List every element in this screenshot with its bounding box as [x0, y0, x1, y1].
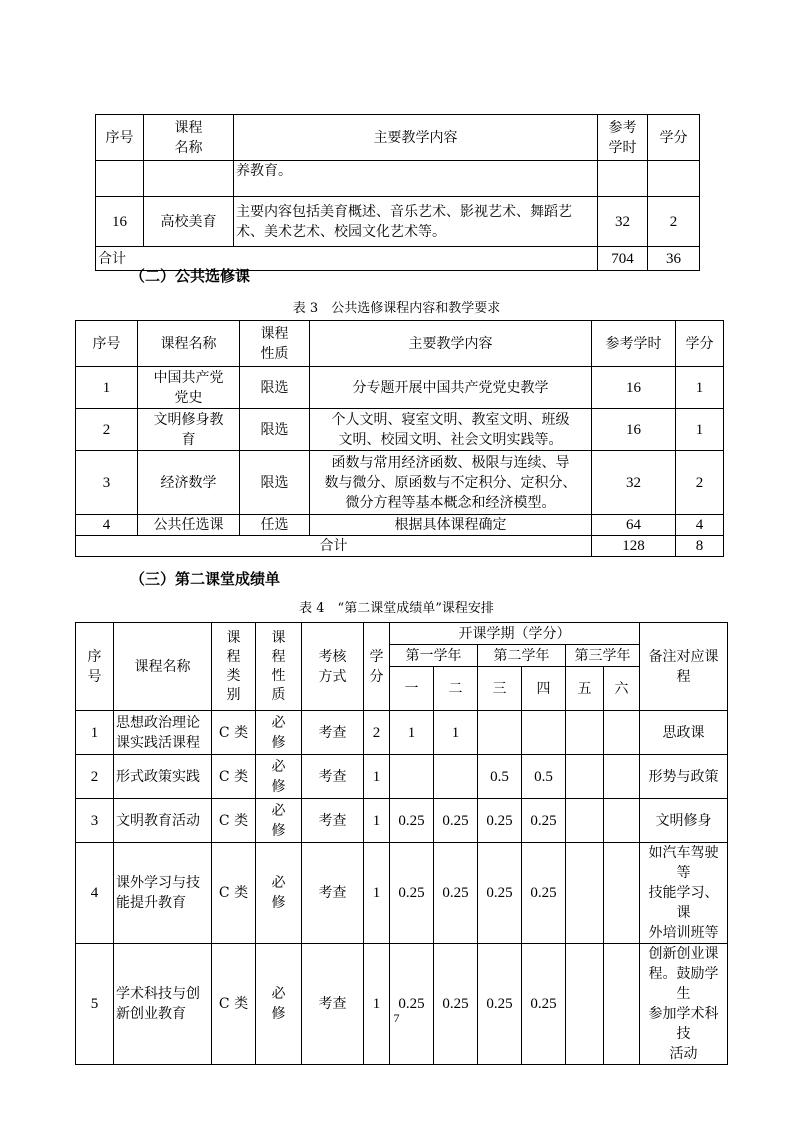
- cell-seq: 1: [76, 711, 114, 755]
- cell-hours: 16: [592, 367, 676, 409]
- cell-seq: 4: [76, 515, 138, 536]
- table-header-row: [76, 321, 724, 367]
- cell-nature: 限选: [240, 409, 310, 451]
- cell-content: 主要内容包括美育概述、音乐艺术、影视艺术、舞蹈艺术、美术艺术、校园文化艺术等。: [234, 197, 598, 247]
- cell-category: C 类: [212, 711, 256, 755]
- cell-remark: 创新创业课 程。鼓励学生 参加学术科技 活动: [640, 944, 728, 1065]
- cell-term-3: [478, 711, 522, 755]
- cell-course: 思想政治理论 课实践活课程: [114, 711, 212, 755]
- cell-credits: [648, 161, 700, 197]
- table-row: [76, 711, 728, 755]
- table-total-row: [76, 536, 724, 557]
- table4-caption: 表 4 “第二课堂成绩单”课程安排: [299, 601, 494, 616]
- cell-credits: 2: [676, 451, 724, 515]
- header-credits: 学分: [676, 321, 724, 367]
- cell-term-6: [604, 755, 640, 799]
- cell-exam: 考查: [302, 944, 364, 1065]
- cell-term-3: 0.25: [478, 843, 522, 944]
- cell-category: C 类: [212, 799, 256, 843]
- cell-course: 经济数学: [138, 451, 240, 515]
- header-category: 课 程 类 别: [212, 623, 256, 711]
- cell-seq: 5: [76, 944, 114, 1065]
- cell-hours: 32: [592, 451, 676, 515]
- cell-term-6: [604, 944, 640, 1065]
- cell-term-5: [566, 944, 604, 1065]
- header-course-name: 课程 名称: [144, 115, 234, 161]
- header-hours: 参考学时: [592, 321, 676, 367]
- cell-remark: 文明修身: [640, 799, 728, 843]
- cell-course: 高校美育: [144, 197, 234, 247]
- header-exam-method: 考核 方式: [302, 623, 364, 711]
- cell-hours: 16: [592, 409, 676, 451]
- cell-course: 文明修身教 育: [138, 409, 240, 451]
- total-credits: 36: [648, 247, 700, 271]
- cell-term-1: 1: [390, 711, 434, 755]
- header-remark: 备注对应课 程: [640, 623, 728, 711]
- section-title-second-classroom: （三）第二课堂成绩单: [130, 570, 281, 588]
- section-title-public-electives: （二）公共选修课: [130, 267, 251, 285]
- cell-nature: 必 修: [256, 799, 302, 843]
- cell-term-1: 0.25: [390, 944, 434, 1065]
- total-label: 合计: [96, 247, 598, 271]
- table-public-electives: [75, 320, 724, 557]
- table-row: [76, 799, 728, 843]
- table-header-row: [76, 623, 728, 645]
- cell-seq: 3: [76, 451, 138, 515]
- cell-remark: 如汽车驾驶等 技能学习、课 外培训班等: [640, 843, 728, 944]
- cell-content: 养教育。: [234, 161, 598, 197]
- cell-term-1: 0.25: [390, 799, 434, 843]
- header-course-name: 课程名称: [114, 623, 212, 711]
- cell-seq: [96, 161, 144, 197]
- header-seq: 序号: [76, 321, 138, 367]
- header-semester: 开课学期（学分）: [390, 623, 640, 645]
- cell-remark: 思政课: [640, 711, 728, 755]
- header-content: 主要教学内容: [234, 115, 598, 161]
- cell-term-4: [522, 711, 566, 755]
- cell-term-4: 0.25: [522, 944, 566, 1065]
- header-term-6: 六: [604, 667, 640, 711]
- cell-nature: 必 修: [256, 843, 302, 944]
- cell-hours: 32: [598, 197, 648, 247]
- table-row: [76, 755, 728, 799]
- header-term-4: 四: [522, 667, 566, 711]
- cell-course: 公共任选课: [138, 515, 240, 536]
- header-nature: 课程 性质: [240, 321, 310, 367]
- cell-category: C 类: [212, 944, 256, 1065]
- cell-term-3: 0.5: [478, 755, 522, 799]
- cell-term-5: [566, 843, 604, 944]
- cell-term-6: [604, 843, 640, 944]
- cell-credits: 4: [676, 515, 724, 536]
- cell-credit: 1: [364, 944, 390, 1065]
- cell-term-4: 0.25: [522, 799, 566, 843]
- cell-content: 个人文明、寝室文明、教室文明、班级 文明、校园文明、社会文明实践等。: [310, 409, 592, 451]
- table3-caption: 表 3 公共选修课程内容和教学要求: [292, 301, 501, 316]
- table-row: [96, 161, 700, 197]
- cell-exam: 考查: [302, 711, 364, 755]
- header-content: 主要教学内容: [310, 321, 592, 367]
- table-row: [76, 843, 728, 944]
- cell-exam: 考查: [302, 755, 364, 799]
- cell-course: 形式政策实践: [114, 755, 212, 799]
- table-row: [76, 515, 724, 536]
- cell-seq: 1: [76, 367, 138, 409]
- cell-term-1: 0.25: [390, 843, 434, 944]
- cell-course: 课外学习与技 能提升教育: [114, 843, 212, 944]
- cell-course: 学术科技与创 新创业教育: [114, 944, 212, 1065]
- cell-content: 函数与常用经济函数、极限与连续、导 数与微分、原函数与不定积分、定积分、 微分方程等基本概念和经济模型。: [310, 451, 592, 515]
- header-term-5: 五: [566, 667, 604, 711]
- cell-term-4: 0.5: [522, 755, 566, 799]
- header-hours: 参考 学时: [598, 115, 648, 161]
- cell-term-2: [434, 755, 478, 799]
- cell-term-5: [566, 755, 604, 799]
- cell-seq: 16: [96, 197, 144, 247]
- cell-credits: 1: [676, 409, 724, 451]
- cell-nature: 必 修: [256, 711, 302, 755]
- cell-remark: 形势与政策: [640, 755, 728, 799]
- header-year-2: 第二学年: [478, 645, 566, 667]
- cell-term-2: 1: [434, 711, 478, 755]
- cell-seq: 3: [76, 799, 114, 843]
- header-seq: 序 号: [76, 623, 114, 711]
- header-term-1: 一: [390, 667, 434, 711]
- table-second-classroom: [75, 622, 728, 1065]
- cell-nature: 任选: [240, 515, 310, 536]
- cell-term-3: 0.25: [478, 799, 522, 843]
- cell-exam: 考查: [302, 799, 364, 843]
- cell-term-5: [566, 799, 604, 843]
- cell-content: 根据具体课程确定: [310, 515, 592, 536]
- cell-content: 分专题开展中国共产党党史教学: [310, 367, 592, 409]
- cell-credit: 1: [364, 799, 390, 843]
- cell-hours: [598, 161, 648, 197]
- cell-hours: 64: [592, 515, 676, 536]
- cell-category: C 类: [212, 755, 256, 799]
- header-credit: 学 分: [364, 623, 390, 711]
- cell-seq: 2: [76, 409, 138, 451]
- cell-credit: 2: [364, 711, 390, 755]
- cell-nature: 限选: [240, 367, 310, 409]
- header-year-3: 第三学年: [566, 645, 640, 667]
- cell-term-2: 0.25: [434, 799, 478, 843]
- total-credits: 8: [676, 536, 724, 557]
- cell-term-6: [604, 799, 640, 843]
- cell-term-5: [566, 711, 604, 755]
- cell-term-2: 0.25: [434, 944, 478, 1065]
- cell-seq: 2: [76, 755, 114, 799]
- cell-term-1: [390, 755, 434, 799]
- cell-nature: 限选: [240, 451, 310, 515]
- page-number: 7: [393, 1011, 400, 1025]
- table-row: [76, 367, 724, 409]
- header-nature: 课 程 性 质: [256, 623, 302, 711]
- cell-credit: 1: [364, 755, 390, 799]
- cell-credits: 2: [648, 197, 700, 247]
- header-seq: 序号: [96, 115, 144, 161]
- table-header-row: [96, 115, 700, 161]
- header-course-name: 课程名称: [138, 321, 240, 367]
- cell-category: C 类: [212, 843, 256, 944]
- total-label: 合计: [76, 536, 592, 557]
- cell-term-6: [604, 711, 640, 755]
- header-credits: 学分: [648, 115, 700, 161]
- table-row: [96, 197, 700, 247]
- table-row: [76, 451, 724, 515]
- table-row: [76, 944, 728, 1065]
- cell-nature: 必 修: [256, 755, 302, 799]
- cell-nature: 必 修: [256, 944, 302, 1065]
- table-required-courses-continued: [95, 114, 700, 271]
- table-row: [76, 409, 724, 451]
- header-term-3: 三: [478, 667, 522, 711]
- cell-course: 中国共产党 党史: [138, 367, 240, 409]
- cell-credit: 1: [364, 843, 390, 944]
- cell-credits: 1: [676, 367, 724, 409]
- cell-term-2: 0.25: [434, 843, 478, 944]
- cell-term-4: 0.25: [522, 843, 566, 944]
- cell-term-3: 0.25: [478, 944, 522, 1065]
- cell-course: 文明教育活动: [114, 799, 212, 843]
- cell-course: [144, 161, 234, 197]
- total-hours: 704: [598, 247, 648, 271]
- total-hours: 128: [592, 536, 676, 557]
- header-year-1: 第一学年: [390, 645, 478, 667]
- cell-seq: 4: [76, 843, 114, 944]
- header-term-2: 二: [434, 667, 478, 711]
- cell-exam: 考查: [302, 843, 364, 944]
